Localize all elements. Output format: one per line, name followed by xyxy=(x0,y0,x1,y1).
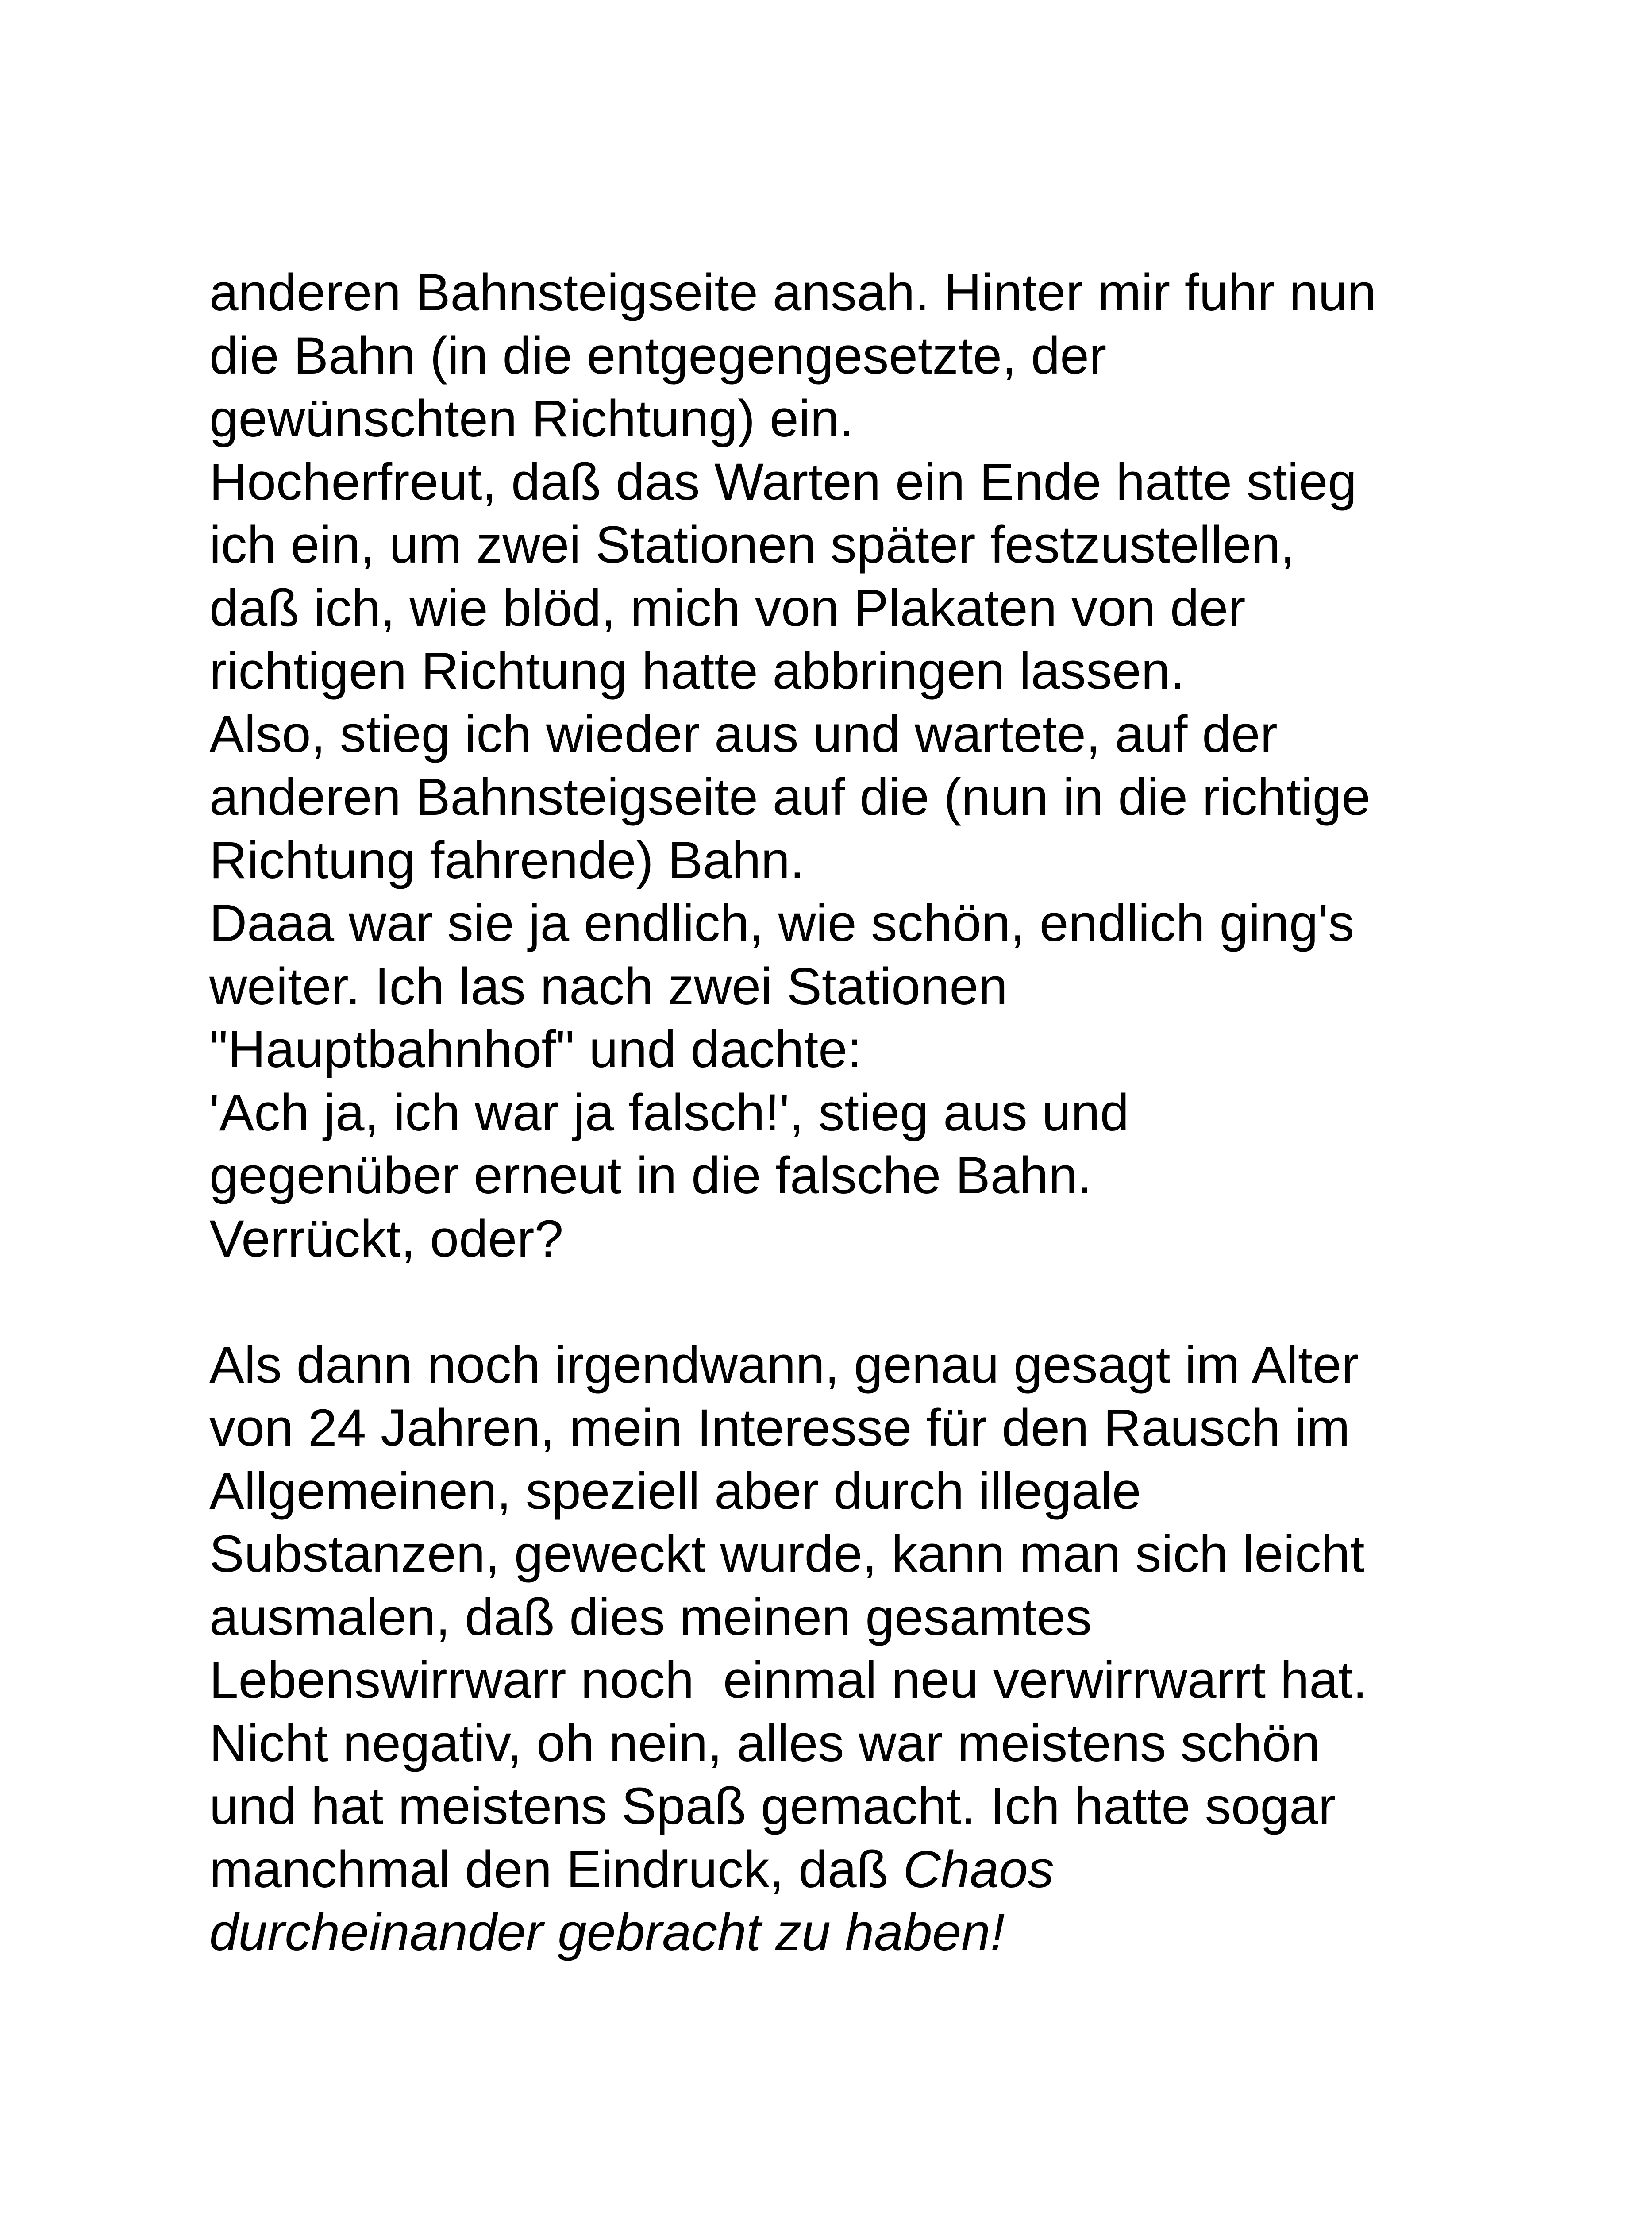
text-line: ich ein, um zwei Stationen später festzustellen, xyxy=(209,516,1295,574)
text-line: Richtung fahrende) Bahn. xyxy=(209,831,805,890)
text-line: ausmalen, daß dies meinen gesamtes xyxy=(209,1588,1092,1646)
text-line: anderen Bahnsteigseite auf die (nun in die richtige xyxy=(209,768,1371,826)
text-line: Allgemeinen, speziell aber durch illegale xyxy=(209,1461,1141,1520)
text-line: Verrückt, oder? xyxy=(209,1209,564,1268)
text-line: Als dann noch irgendwann, genau gesagt im Alter xyxy=(209,1335,1359,1394)
text-line: gewünschten Richtung) ein. xyxy=(209,389,854,448)
text-line: von 24 Jahren, mein Interesse für den Rausch im xyxy=(209,1399,1350,1457)
text-line: Hocherfreut, daß das Warten ein Ende hatte stieg xyxy=(209,452,1357,511)
text-line: Nicht negativ, oh nein, alles war meistens schön xyxy=(209,1714,1320,1773)
text-line-mixed xyxy=(209,1838,1537,1901)
text-line: richtigen Richtung hatte abbringen lassen. xyxy=(209,642,1185,700)
text-line: gegenüber erneut in die falsche Bahn. xyxy=(209,1146,1092,1205)
paragraph-gap xyxy=(209,1270,1537,1334)
text-line: "Hauptbahnhof" und dachte: xyxy=(209,1020,862,1079)
italic-text-span: Chaos xyxy=(903,1840,1054,1899)
text-line: 'Ach ja, ich war ja falsch!', stieg aus und xyxy=(209,1083,1129,1142)
text-line: Also, stieg ich wieder aus und wartete, auf der xyxy=(209,705,1278,763)
text-line: anderen Bahnsteigseite ansah. Hinter mir fuhr nun xyxy=(209,263,1376,322)
text-line: daß ich, wie blöd, mich von Plakaten von der xyxy=(209,578,1246,637)
text-line: weiter. Ich las nach zwei Stationen xyxy=(209,957,1008,1016)
italic-text-line: durcheinander gebracht zu haben! xyxy=(209,1903,1005,1962)
text-line: und hat meistens Spaß gemacht. Ich hatte sogar xyxy=(209,1777,1336,1835)
body-text xyxy=(209,261,1537,1964)
text-line: Substanzen, geweckt wurde, kann man sich leicht xyxy=(209,1525,1365,1583)
text-span: manchmal den Eindruck, daß xyxy=(209,1840,903,1899)
text-line: Daaa war sie ja endlich, wie schön, endlich ging's xyxy=(209,894,1355,952)
text-line: Lebenswirrwarr noch einmal neu verwirrwarrt hat. xyxy=(209,1651,1367,1709)
text-line: die Bahn (in die entgegengesetzte, der xyxy=(209,326,1107,385)
